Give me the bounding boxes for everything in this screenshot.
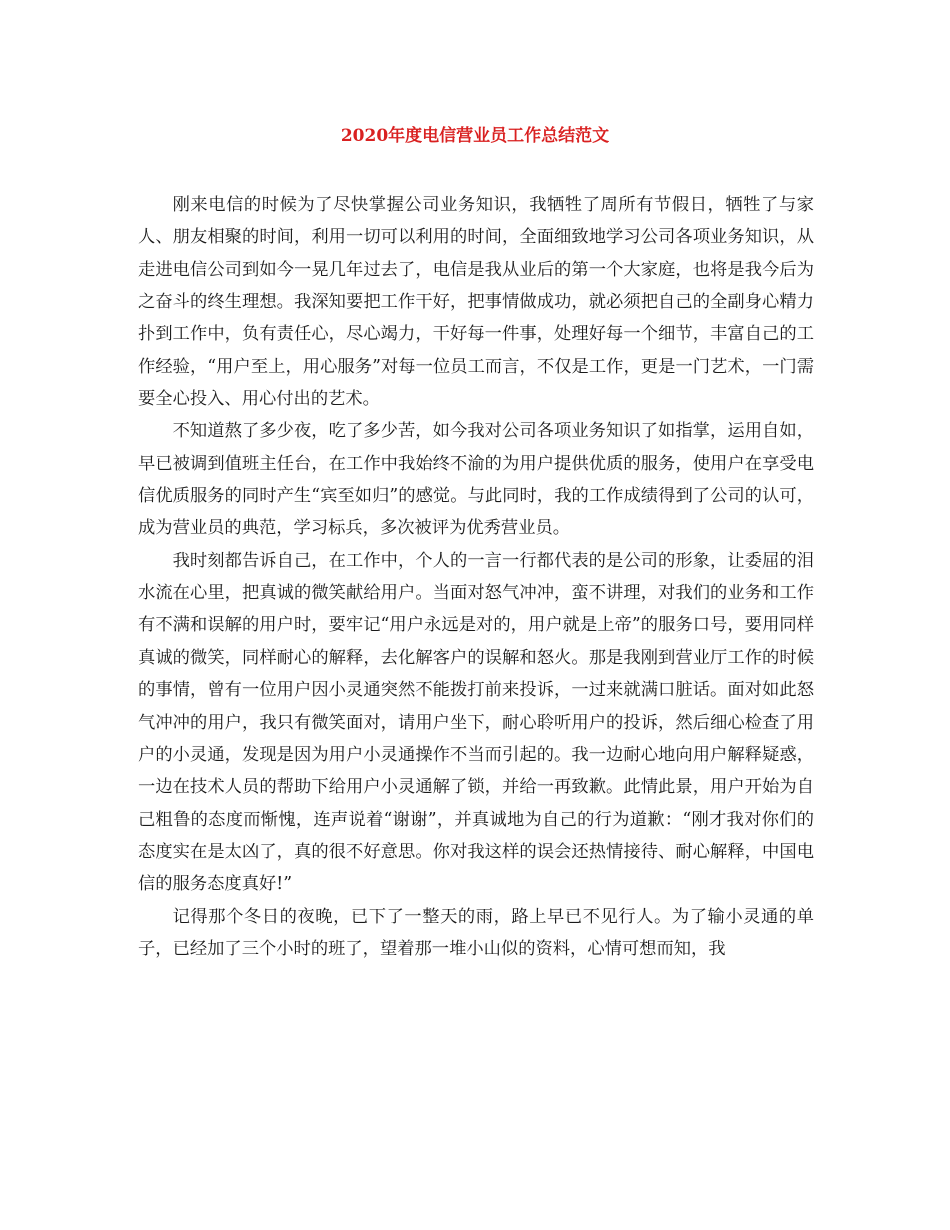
paragraph-2: 不知道熬了多少夜，吃了多少苦，如今我对公司各项业务知识了如指掌，运用自如，早已被调到值班主任台，在工作中我始终不渝的为用户提供优质的服务，使用户在享受电信优质服务的同时产生“宾至如归”的感觉。与此同时，我的工作成绩得到了公司的认可，成为营业员的典范，学习标兵，多次被评为优秀营业员。: [138, 421, 814, 539]
document-body: [138, 189, 814, 965]
paragraph-3: 我时刻都告诉自己，在工作中，个人的一言一行都代表的是公司的形象，让委屈的泪水流在心里，把真诚的微笑献给用户。当面对怒气冲冲，蛮不讲理，对我们的业务和工作有不满和误解的用户时，要牢记“用户永远是对的，用户就是上帝”的服务口号，要用同样真诚的微笑，同样耐心的解释，去化解客户的误解和怒火。那是我刚到营业厅工作的时候的事情，曾有一位用户因小灵通突然不能拨打前来投诉，一过来就满口脏话。面对如此怒气冲冲的用户，我只有微笑面对，请用户坐下，耐心聆听用户的投诉，然后细心检查了用户的小灵通，发现是因为用户小灵通操作不当而引起的。我一边耐心地向用户解释疑惑，一边在技术人员的帮助下给用户小灵通解了锁，并给一再致歉。此情此景，用户开始为自己粗鲁的态度而惭愧，连声说着“谢谢”，并真诚地为自己的行为道歉：“刚才我对你们的态度实在是太凶了，真的很不好意思。你对我这样的误会还热情接待、耐心解释，中国电信的服务态度真好!”: [138, 550, 814, 895]
paragraph-1: 刚来电信的时候为了尽快掌握公司业务知识，我牺牲了周所有节假日，牺牲了与家人、朋友相聚的时间，利用一切可以利用的时间，全面细致地学习公司各项业务知识，从走进电信公司到如今一晃几年过去了，电信是我从业后的第一个大家庭，也将是我今后为之奋斗的终生理想。我深知要把工作干好，把事情做成功，就必须把自己的全副身心精力扑到工作中，负有责任心，尽心竭力，干好每一件事，处理好每一个细节，丰富自己的工作经验，“用户至上，用心服务”对每一位员工而言，不仅是工作，更是一门艺术，一门需要全心投入、用心付出的艺术。: [138, 195, 814, 410]
document-title: 2020年度电信营业员工作总结范文: [340, 126, 610, 146]
paragraph-4: 记得那个冬日的夜晚，已下了一整天的雨，路上早已不见行人。为了输小灵通的单子，已经加了三个小时的班了，望着那一堆小山似的资料，心情可想而知，我: [138, 906, 814, 959]
